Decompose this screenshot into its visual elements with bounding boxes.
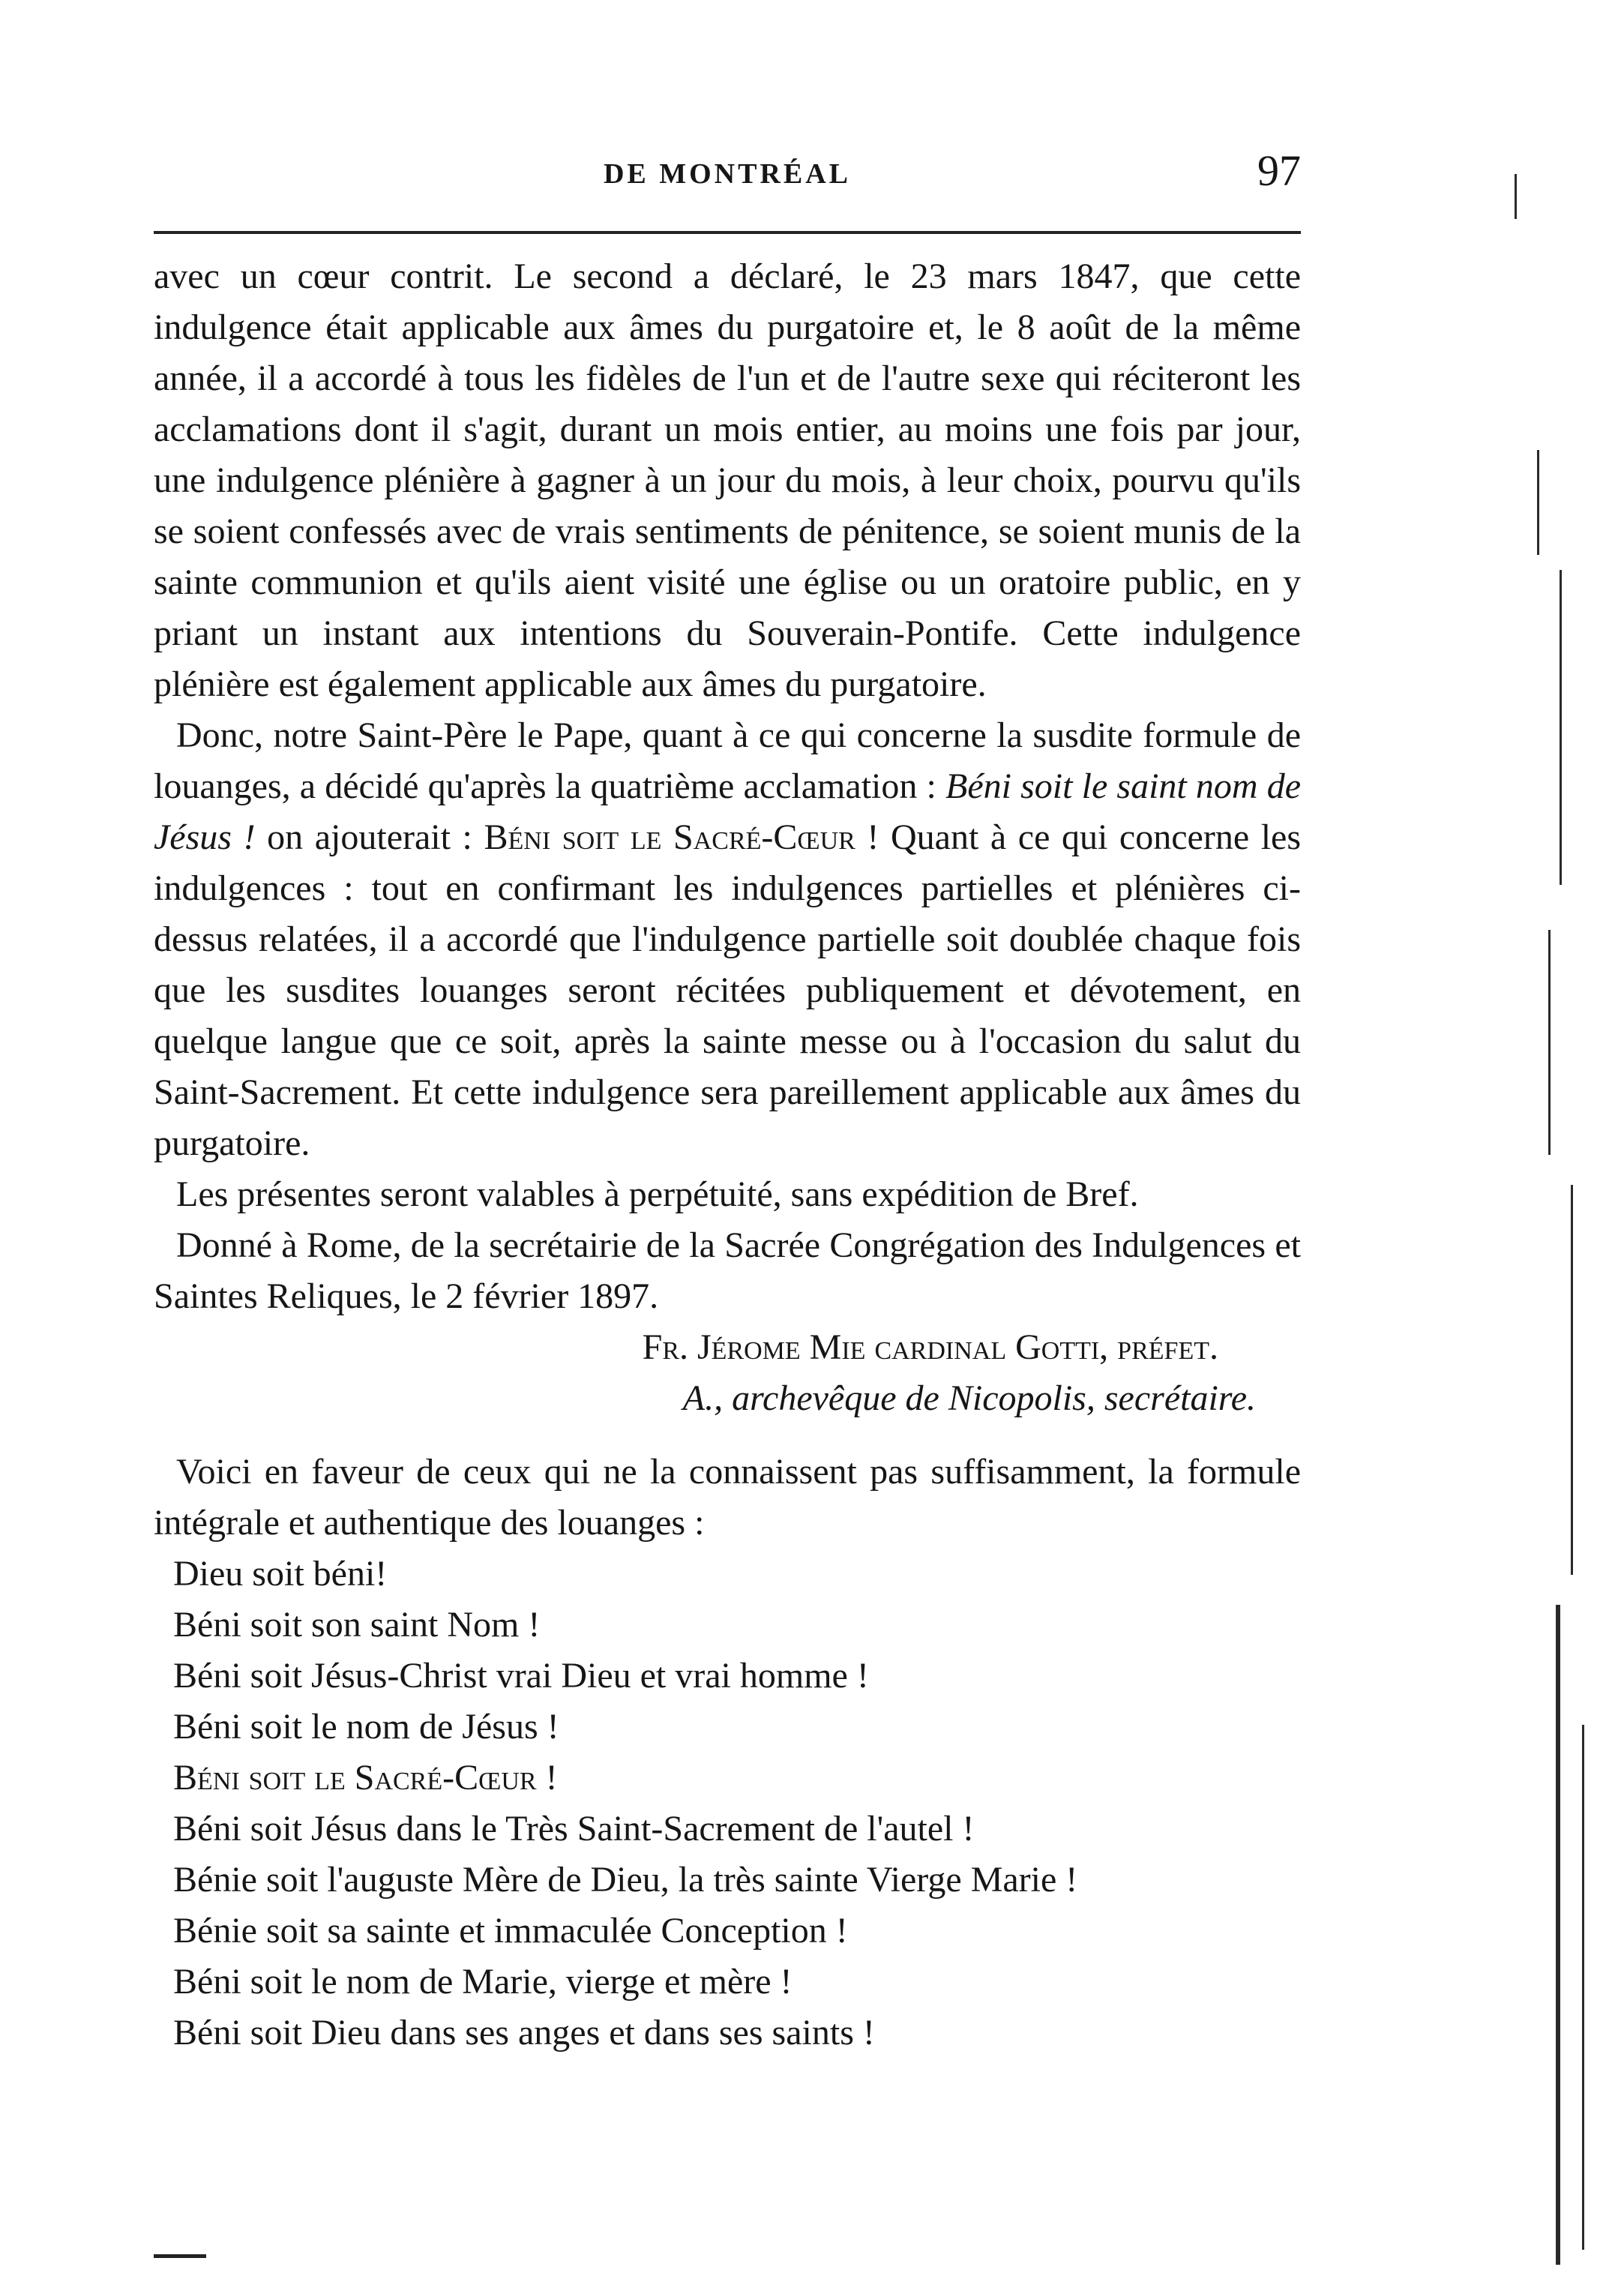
praise-line: Béni soit Dieu dans ses anges et dans ses saints ! bbox=[173, 2013, 875, 2053]
praise-line-sacred-heart: Béni soit le Sacré-Cœur ! bbox=[173, 1758, 558, 1798]
scan-mark bbox=[1571, 1185, 1573, 1575]
paragraph-given-at-rome: Donné à Rome, de la secrétairie de la Sacrée Congrégation des Indulgences et Saintes Reliques, le 2 février 1897. bbox=[154, 1225, 1301, 1316]
scan-mark bbox=[1537, 450, 1539, 555]
praise-line: Béni soit Jésus-Christ vrai Dieu et vrai homme ! bbox=[173, 1656, 869, 1696]
praise-line: Béni soit Jésus dans le Très Saint-Sacrement de l'autel ! bbox=[173, 1809, 975, 1849]
header-rule bbox=[154, 231, 1301, 234]
scan-corner-mark bbox=[154, 2254, 206, 2258]
running-title: DE MONTRÉAL bbox=[603, 158, 852, 190]
italic-acclamation: Béni soit le saint nom de Jésus ! bbox=[154, 766, 1302, 857]
page-number: 97 bbox=[1257, 146, 1301, 195]
scan-mark bbox=[1560, 570, 1562, 885]
scan-mark bbox=[1515, 174, 1517, 219]
scan-mark bbox=[1548, 930, 1551, 1155]
paragraph-segment: Quant à ce qui concerne les indulgences : tout en confirmant les indulgences partielles et plénières ci-dessus relatées, il a accordé que l'indulgence partielle soit doublée chaque fois que les susdites louanges seront récitées publiquement et dévotement, en quelque langue que ce soit, après la sainte messe ou à l'occasion du salut du Saint-Sacrement. Et cette indulgence sera pareillement applicable aux âmes du purgatoire. bbox=[154, 817, 1302, 1163]
paragraph-segment: Donc, notre Saint-Père le Pape, quant à ce qui concerne la susdite formule de louanges, a décidé qu'après la quatrième acclamation : bbox=[154, 715, 1301, 806]
praise-line: Dieu soit béni! bbox=[173, 1554, 388, 1594]
paragraph-intro-praises: Voici en faveur de ceux qui ne la connaissent pas suffisamment, la formule intégrale et authentique des louanges : bbox=[154, 1452, 1301, 1543]
signature-prefect: Fr. Jérome Mie cardinal Gotti, préfet. bbox=[642, 1327, 1218, 1367]
paragraph-pope-decision bbox=[154, 710, 1301, 1169]
section-spacer bbox=[154, 1424, 1301, 1447]
running-head bbox=[154, 144, 1301, 204]
praise-line: Bénie soit l'auguste Mère de Dieu, la très sainte Vierge Marie ! bbox=[173, 1860, 1078, 1900]
praise-line: Béni soit le nom de Marie, vierge et mère ! bbox=[173, 1962, 793, 2002]
scan-mark bbox=[1582, 1725, 1584, 2250]
paragraph-segment: on ajouterait : bbox=[267, 817, 472, 857]
body-text bbox=[154, 251, 1301, 2059]
paragraph-indulgence-history: avec un cœur contrit. Le second a déclaré, le 23 mars 1847, que cette indulgence était applicable aux âmes du purgatoire et, le 8 août de la même année, il a accordé à tous les fidèles de l'un et de l'autre sexe qui réciteront les acclamations dont il s'agit, durant un mois entier, au moins une fois par jour, une indulgence plénière à gagner à un jour du mois, à leur choix, pourvu qu'ils se soient confessés avec de vrais sentiments de pénitence, se soient munis de la sainte communion et qu'ils aient visité une église ou un oratoire public, en y priant un instant aux intentions du Souverain-Pontife. Cette indulgence plénière est également applicable aux âmes du purgatoire. bbox=[154, 256, 1301, 704]
praise-line: Béni soit le nom de Jésus ! bbox=[173, 1707, 559, 1747]
signature-secretary: A., archevêque de Nicopolis, secrétaire. bbox=[682, 1378, 1256, 1418]
praise-line: Bénie soit sa sainte et immaculée Conception ! bbox=[173, 1911, 848, 1951]
scan-margin-artifact bbox=[1530, 450, 1597, 2265]
paragraph-perpetuity: Les présentes seront valables à perpétuité, sans expédition de Bref. bbox=[176, 1174, 1139, 1214]
praises-list bbox=[154, 1549, 1301, 2059]
praise-line: Béni soit son saint Nom ! bbox=[173, 1605, 541, 1645]
scan-mark bbox=[1556, 1605, 1560, 2265]
smallcaps-acclamation: Béni soit le Sacré-Cœur ! bbox=[484, 817, 879, 857]
